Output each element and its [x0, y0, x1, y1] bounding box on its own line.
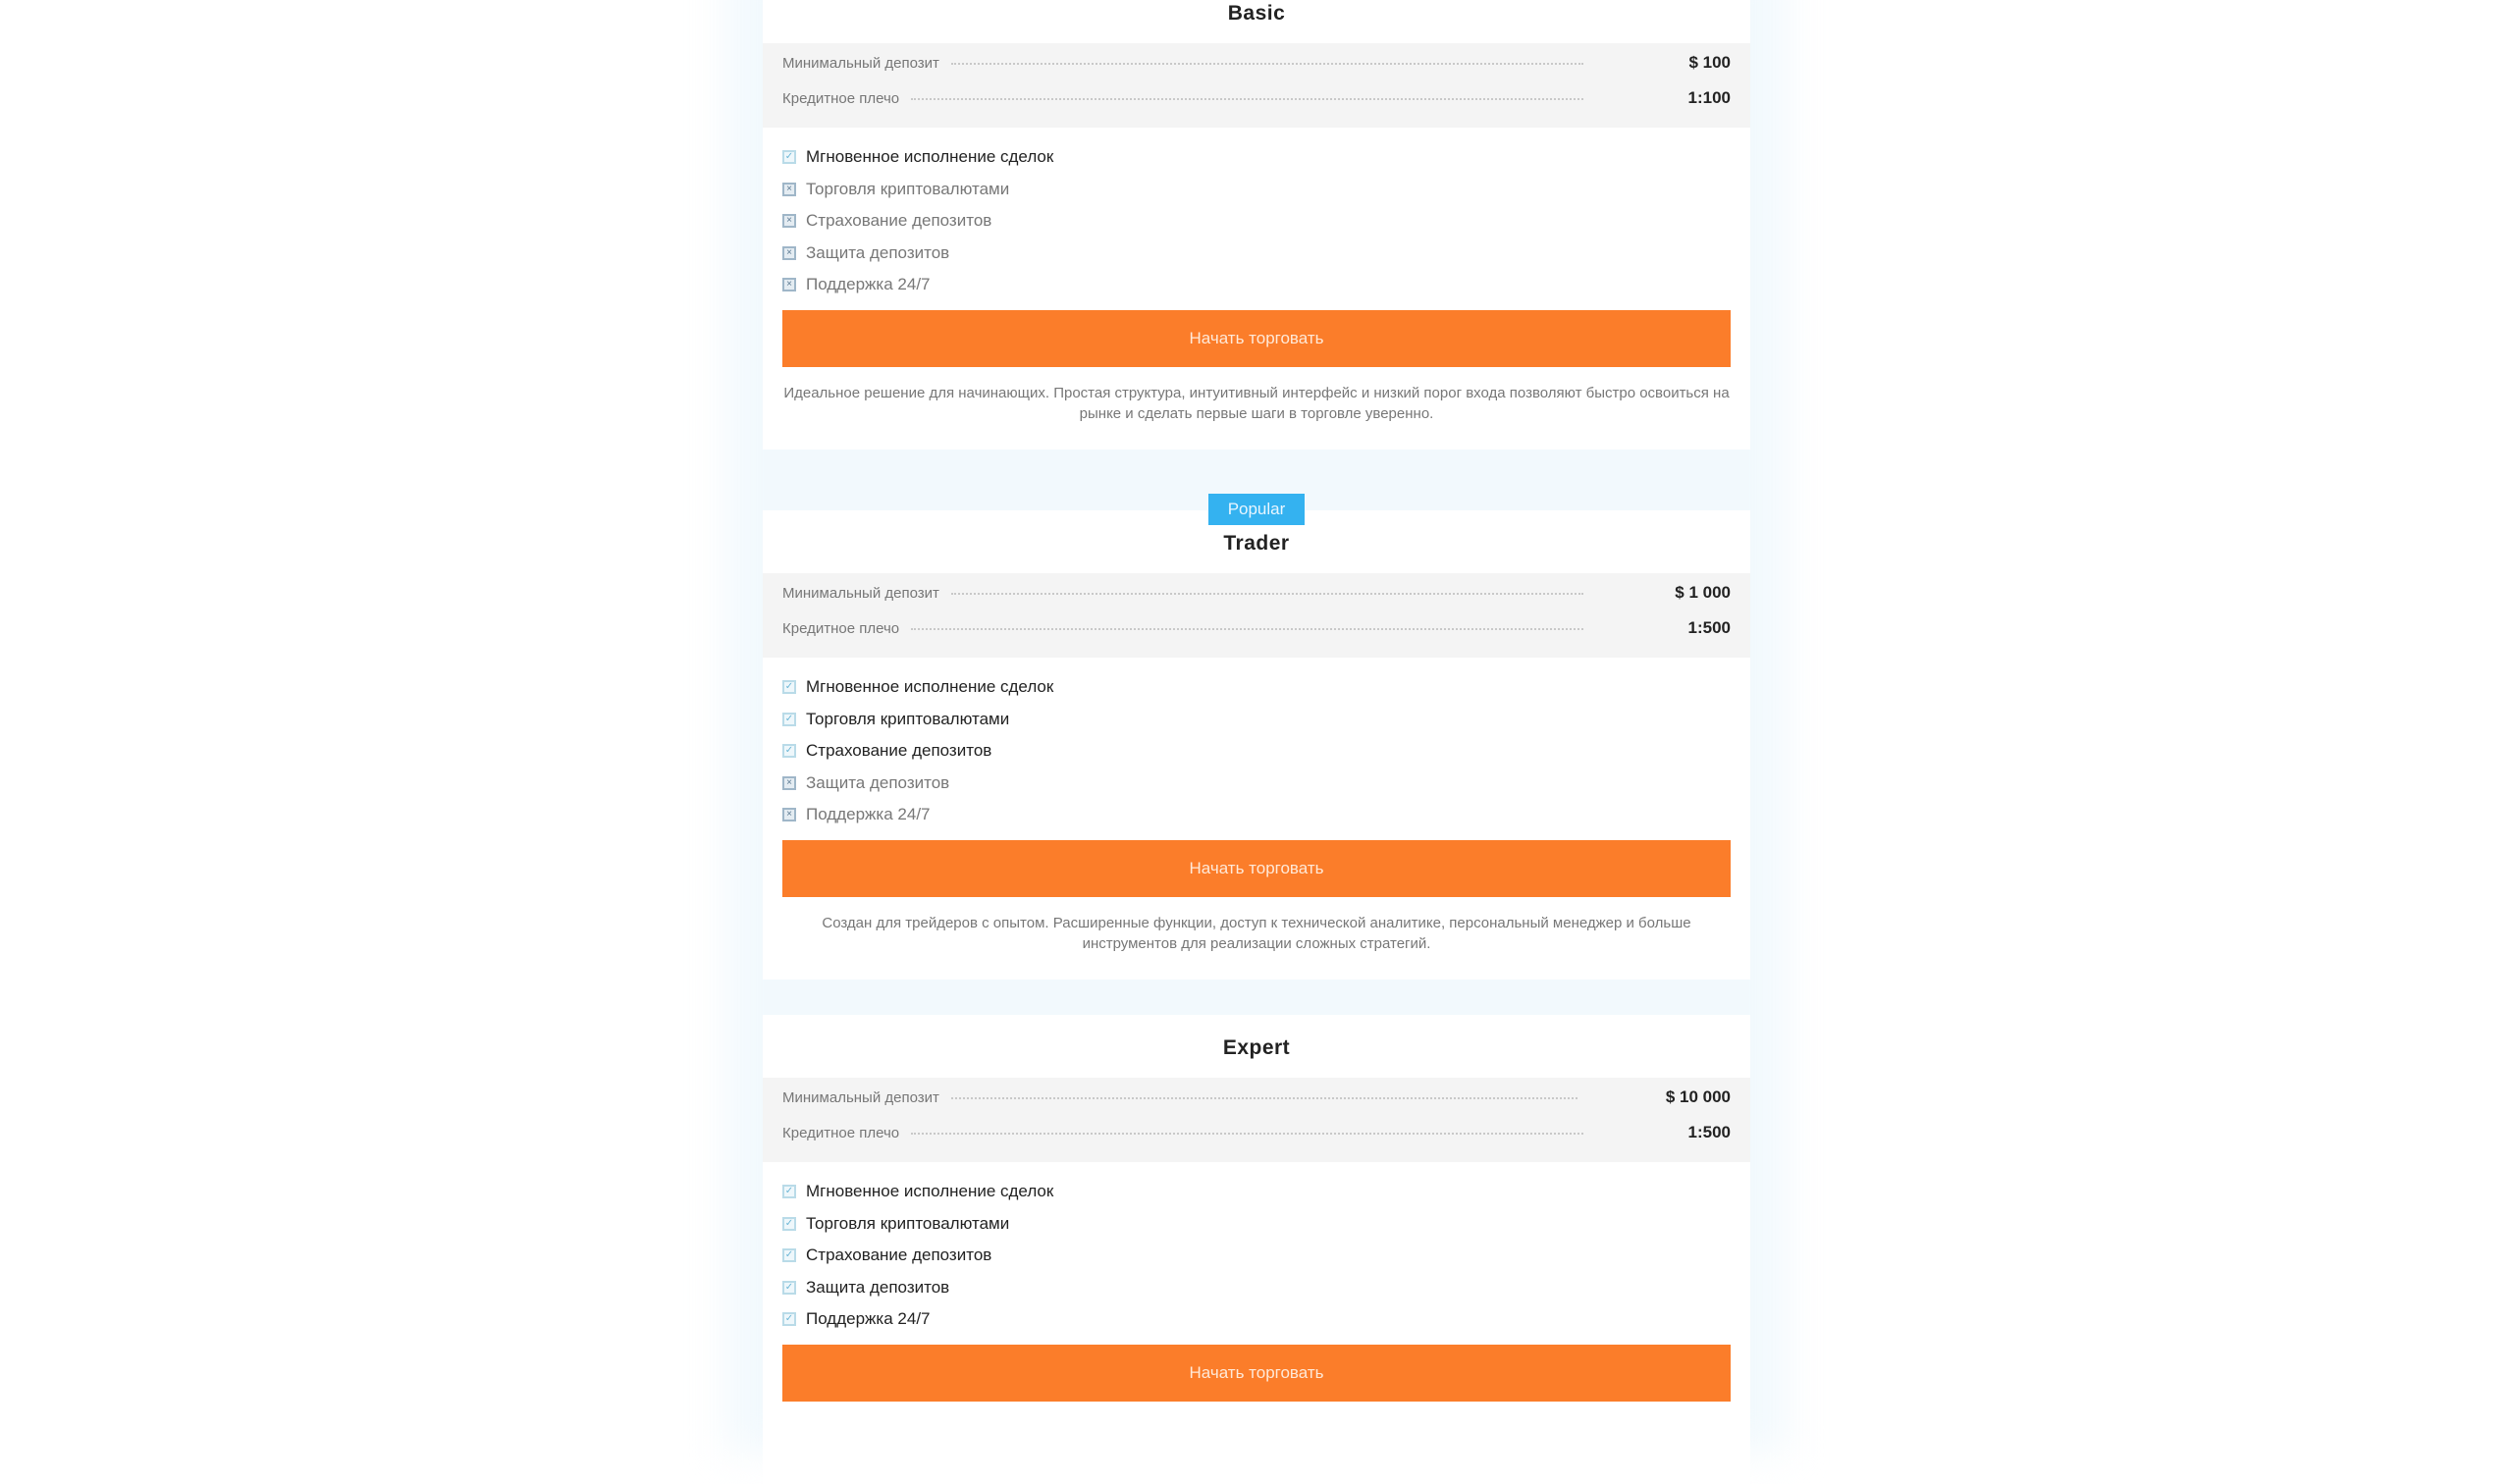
- leverage-row: [782, 1113, 1731, 1148]
- plan-card-basic: [763, 0, 1750, 450]
- feature-label: Защита депозитов: [806, 242, 950, 262]
- feature-item: [782, 671, 1731, 704]
- cross-icon: ×: [782, 776, 796, 790]
- cross-icon: ×: [782, 278, 796, 292]
- check-icon: ✓: [782, 680, 796, 694]
- dotted-leader: [951, 593, 1583, 595]
- min-deposit-label: Минимальный депозит: [782, 585, 939, 602]
- cross-icon: ×: [782, 214, 796, 228]
- feature-item: [782, 174, 1731, 206]
- feature-label: Страхование депозитов: [806, 211, 992, 231]
- plan-title: Basic: [1227, 2, 1286, 25]
- plan-title: Trader: [1223, 532, 1290, 555]
- check-icon: ✓: [782, 1281, 796, 1295]
- feature-label: Поддержка 24/7: [806, 805, 931, 824]
- cross-icon: ×: [782, 246, 796, 260]
- dotted-leader: [951, 63, 1583, 65]
- dotted-leader: [951, 1097, 1577, 1099]
- feature-item: [782, 735, 1731, 768]
- feature-item: [782, 238, 1731, 270]
- check-icon: ✓: [782, 744, 796, 758]
- feature-label: Страхование депозитов: [806, 1246, 992, 1265]
- feature-item: [782, 799, 1731, 831]
- plan-stats: [763, 573, 1750, 658]
- feature-label: Мгновенное исполнение сделок: [806, 147, 1054, 167]
- feature-label: Страхование депозитов: [806, 741, 992, 761]
- feature-label: Торговля криптовалютами: [806, 1213, 1010, 1233]
- feature-label: Поддержка 24/7: [806, 275, 931, 294]
- check-icon: ✓: [782, 1217, 796, 1231]
- min-deposit-value: $ 100: [1688, 53, 1731, 72]
- feature-item: [782, 1303, 1731, 1336]
- feature-label: Мгновенное исполнение сделок: [806, 1182, 1054, 1201]
- feature-label: Защита депозитов: [806, 772, 950, 792]
- popular-badge: Popular: [1208, 494, 1305, 525]
- check-icon: ✓: [782, 150, 796, 164]
- feature-item: [782, 1208, 1731, 1241]
- leverage-label: Кредитное плечо: [782, 1125, 900, 1141]
- dotted-leader: [911, 1133, 1583, 1135]
- leverage-value: 1:100: [1687, 88, 1731, 107]
- leverage-row: [782, 79, 1731, 114]
- min-deposit-value: $ 10 000: [1665, 1087, 1731, 1106]
- feature-label: Мгновенное исполнение сделок: [806, 677, 1054, 697]
- min-deposit-row: [782, 43, 1731, 79]
- plan-card-trader: [763, 510, 1750, 980]
- feature-list: [782, 141, 1731, 301]
- min-deposit-value: $ 1 000: [1675, 583, 1731, 602]
- leverage-value: 1:500: [1687, 618, 1731, 637]
- feature-label: Поддержка 24/7: [806, 1309, 931, 1329]
- min-deposit-label: Минимальный депозит: [782, 55, 939, 72]
- feature-label: Защита депозитов: [806, 1277, 950, 1297]
- plan-stats: [763, 43, 1750, 128]
- min-deposit-label: Минимальный депозит: [782, 1089, 939, 1106]
- start-trading-button[interactable]: Начать торговать: [782, 310, 1731, 367]
- check-icon: ✓: [782, 1312, 796, 1326]
- cross-icon: ×: [782, 808, 796, 822]
- plan-description: Идеальное решение для начинающих. Простая структура, интуитивный интерфейс и низкий порог входа позволяют быстро освоиться на рынке и сделать первые шаги в торговле уверенно.: [783, 385, 1730, 422]
- check-icon: ✓: [782, 1185, 796, 1198]
- feature-item: [782, 1272, 1731, 1304]
- min-deposit-row: [782, 573, 1731, 609]
- start-trading-button[interactable]: Начать торговать: [782, 840, 1731, 897]
- leverage-label: Кредитное плечо: [782, 90, 900, 107]
- feature-item: [782, 768, 1731, 800]
- min-deposit-row: [782, 1078, 1731, 1113]
- feature-item: [782, 205, 1731, 238]
- feature-label: Торговля криптовалютами: [806, 709, 1010, 728]
- leverage-row: [782, 609, 1731, 644]
- feature-list: [782, 1176, 1731, 1336]
- feature-item: [782, 141, 1731, 174]
- feature-item: [782, 704, 1731, 736]
- feature-item: [782, 1240, 1731, 1272]
- dotted-leader: [911, 628, 1583, 630]
- feature-item: [782, 269, 1731, 301]
- leverage-value: 1:500: [1687, 1123, 1731, 1141]
- plan-description: Создан для трейдеров с опытом. Расширенные функции, доступ к технической аналитике, персональный менеджер и больше инструментов для реализации сложных стратегий.: [822, 915, 1691, 952]
- feature-list: [782, 671, 1731, 831]
- cross-icon: ×: [782, 183, 796, 196]
- plan-card-expert: [763, 1015, 1750, 1484]
- dotted-leader: [911, 98, 1583, 100]
- check-icon: ✓: [782, 713, 796, 726]
- feature-item: [782, 1176, 1731, 1208]
- feature-label: Торговля криптовалютами: [806, 179, 1010, 198]
- check-icon: ✓: [782, 1248, 796, 1262]
- start-trading-button[interactable]: Начать торговать: [782, 1345, 1731, 1402]
- leverage-label: Кредитное плечо: [782, 620, 900, 637]
- plan-title: Expert: [1222, 1036, 1291, 1059]
- plan-stats: [763, 1078, 1750, 1162]
